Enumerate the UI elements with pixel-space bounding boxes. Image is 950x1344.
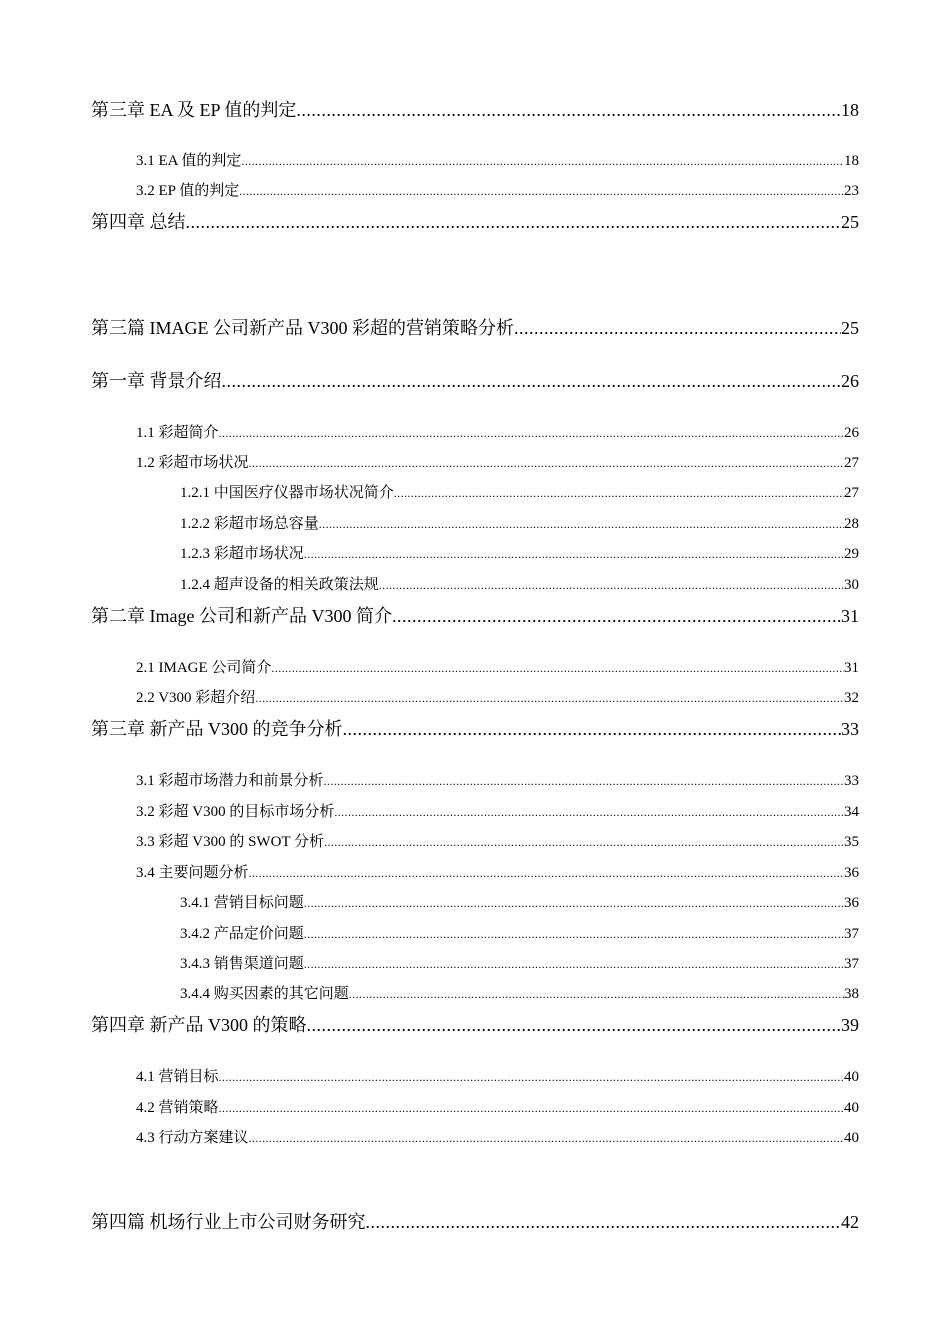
toc-entry-page: 42: [841, 1212, 859, 1232]
toc-entry-title: 3.4 主要问题分析: [136, 865, 249, 881]
toc-entry-title: 第四章 新产品 V300 的策略: [91, 1015, 307, 1035]
toc-entry-title: 3.2 彩超 V300 的目标市场分析: [136, 804, 335, 820]
toc-dot-leader: [219, 1071, 844, 1083]
toc-entry[interactable]: [0, 517, 859, 532]
toc-entry-page: 32: [844, 690, 859, 706]
toc-entry-title: 3.3 彩超 V300 的 SWOT 分析: [136, 834, 325, 850]
toc-dot-leader: [255, 692, 844, 704]
toc-dot-leader: [222, 372, 842, 390]
toc-entry-page: 36: [844, 865, 859, 881]
toc-entry-page: 25: [841, 212, 859, 232]
toc-entry[interactable]: [0, 154, 859, 169]
toc-entry-page: 36: [844, 895, 859, 911]
toc-entry[interactable]: [0, 691, 859, 706]
toc-entry-title: 3.4.1 营销目标问题: [180, 895, 304, 911]
toc-dot-leader: [349, 988, 844, 1000]
toc-entry-title: 1.1 彩超简介: [136, 425, 219, 441]
toc-entry[interactable]: [0, 456, 859, 471]
toc-entry-title: 3.4.2 产品定价问题: [180, 926, 304, 942]
toc-dot-leader: [319, 518, 844, 530]
toc-entry-title: 第四章 总结: [91, 212, 186, 232]
toc-entry-page: 40: [844, 1069, 859, 1085]
toc-entry-title: 第一章 背景介绍: [91, 371, 222, 391]
toc-dot-leader: [186, 213, 842, 231]
toc-entry[interactable]: [0, 101, 859, 119]
toc-entry-title: 1.2.4 超声设备的相关政策法规: [180, 577, 379, 593]
toc-entry-page: 29: [844, 546, 859, 562]
toc-entry[interactable]: [0, 213, 859, 231]
toc-dot-leader: [249, 457, 844, 469]
toc-entry-title: 第四篇 机场行业上市公司财务研究: [91, 1212, 366, 1232]
toc-dot-leader: [379, 579, 844, 591]
toc-entry-title: 第三章 新产品 V300 的竞争分析: [91, 719, 343, 739]
toc-dot-leader: [271, 662, 844, 674]
toc-dot-leader: [241, 155, 844, 167]
toc-entry-page: 40: [844, 1100, 859, 1116]
toc-entry[interactable]: [0, 720, 859, 738]
toc-entry-page: 27: [844, 485, 859, 501]
toc-entry-page: 28: [844, 516, 859, 532]
toc-entry[interactable]: [0, 866, 859, 881]
toc-entry[interactable]: [0, 896, 859, 911]
toc-dot-leader: [219, 1102, 844, 1114]
toc-entry-title: 第二章 Image 公司和新产品 V300 简介: [91, 606, 392, 626]
toc-entry-page: 25: [841, 318, 859, 338]
toc-entry-page: 23: [844, 183, 859, 199]
toc-entry[interactable]: [0, 1101, 859, 1116]
toc-entry[interactable]: [0, 184, 859, 199]
toc-entry-page: 39: [841, 1015, 859, 1035]
toc-entry[interactable]: [0, 1213, 859, 1231]
toc-entry-page: 33: [841, 719, 859, 739]
toc-entry-page: 38: [844, 986, 859, 1002]
toc-entry-title: 4.3 行动方案建议: [136, 1130, 249, 1146]
toc-entry-page: 26: [841, 371, 859, 391]
toc-entry-page: 18: [841, 100, 859, 120]
toc-entry[interactable]: [0, 774, 859, 789]
toc-dot-leader: [296, 101, 841, 119]
toc-entry-title: 1.2.2 彩超市场总容量: [180, 516, 319, 532]
toc-entry-page: 18: [844, 153, 859, 169]
toc-dot-leader: [219, 427, 844, 439]
toc-entry[interactable]: [0, 1070, 859, 1085]
toc-entry-title: 3.4.3 销售渠道问题: [180, 956, 304, 972]
toc-dot-leader: [366, 1213, 842, 1231]
toc-dot-leader: [304, 897, 844, 909]
toc-dot-leader: [249, 1132, 844, 1144]
toc-entry-page: 33: [844, 773, 859, 789]
toc-entry[interactable]: [0, 835, 859, 850]
toc-dot-leader: [307, 1016, 842, 1034]
toc-entry-page: 31: [841, 606, 859, 626]
toc-dot-leader: [304, 928, 844, 940]
toc-dot-leader: [304, 958, 844, 970]
toc-dot-leader: [249, 867, 844, 879]
toc-entry[interactable]: [0, 426, 859, 441]
toc-dot-leader: [304, 548, 844, 560]
toc-entry[interactable]: [0, 547, 859, 562]
toc-entry[interactable]: [0, 805, 859, 820]
toc-entry-title: 第三章 EA 及 EP 值的判定: [91, 100, 297, 120]
toc-entry-page: 34: [844, 804, 859, 820]
toc-dot-leader: [324, 775, 844, 787]
toc-entry-title: 1.2.1 中国医疗仪器市场状况简介: [180, 485, 394, 501]
toc-dot-leader: [514, 319, 841, 337]
toc-dot-leader: [394, 487, 844, 499]
toc-entry-title: 3.2 EP 值的判定: [136, 183, 240, 199]
toc-entry[interactable]: [0, 661, 859, 676]
toc-entry-title: 4.2 营销策略: [136, 1100, 219, 1116]
toc-entry-page: 31: [844, 660, 859, 676]
toc-entry-title: 3.1 EA 值的判定: [136, 153, 242, 169]
toc-entry-title: 4.1 营销目标: [136, 1069, 219, 1085]
toc-entry[interactable]: [0, 319, 859, 337]
toc-entry[interactable]: [0, 1016, 859, 1034]
toc-entry-title: 3.4.4 购买因素的其它问题: [180, 986, 349, 1002]
toc-entry[interactable]: [0, 372, 859, 390]
toc-entry-page: 37: [844, 926, 859, 942]
toc-dot-leader: [334, 806, 844, 818]
toc-entry[interactable]: [0, 927, 859, 942]
toc-entry[interactable]: [0, 578, 859, 593]
toc-entry-title: 3.1 彩超市场潜力和前景分析: [136, 773, 324, 789]
toc-entry-title: 1.2.3 彩超市场状况: [180, 546, 304, 562]
toc-entry-title: 第三篇 IMAGE 公司新产品 V300 彩超的营销策略分析: [91, 318, 514, 338]
toc-entry-page: 30: [844, 577, 859, 593]
toc-entry[interactable]: [0, 957, 859, 972]
toc-dot-leader: [324, 836, 844, 848]
toc-entry[interactable]: [0, 987, 859, 1002]
toc-entry[interactable]: [0, 607, 859, 625]
toc-entry-title: 1.2 彩超市场状况: [136, 455, 249, 471]
toc-dot-leader: [239, 185, 844, 197]
toc-dot-leader: [343, 720, 842, 738]
toc-dot-leader: [392, 607, 841, 625]
toc-entry-page: 27: [844, 455, 859, 471]
toc-entry-title: 2.1 IMAGE 公司简介: [136, 660, 272, 676]
toc-entry-page: 37: [844, 956, 859, 972]
toc-entry-title: 2.2 V300 彩超介绍: [136, 690, 256, 706]
toc-entry[interactable]: [0, 1131, 859, 1146]
toc-entry-page: 40: [844, 1130, 859, 1146]
toc-entry-page: 35: [844, 834, 859, 850]
toc-entry-page: 26: [844, 425, 859, 441]
toc-entry[interactable]: [0, 486, 859, 501]
